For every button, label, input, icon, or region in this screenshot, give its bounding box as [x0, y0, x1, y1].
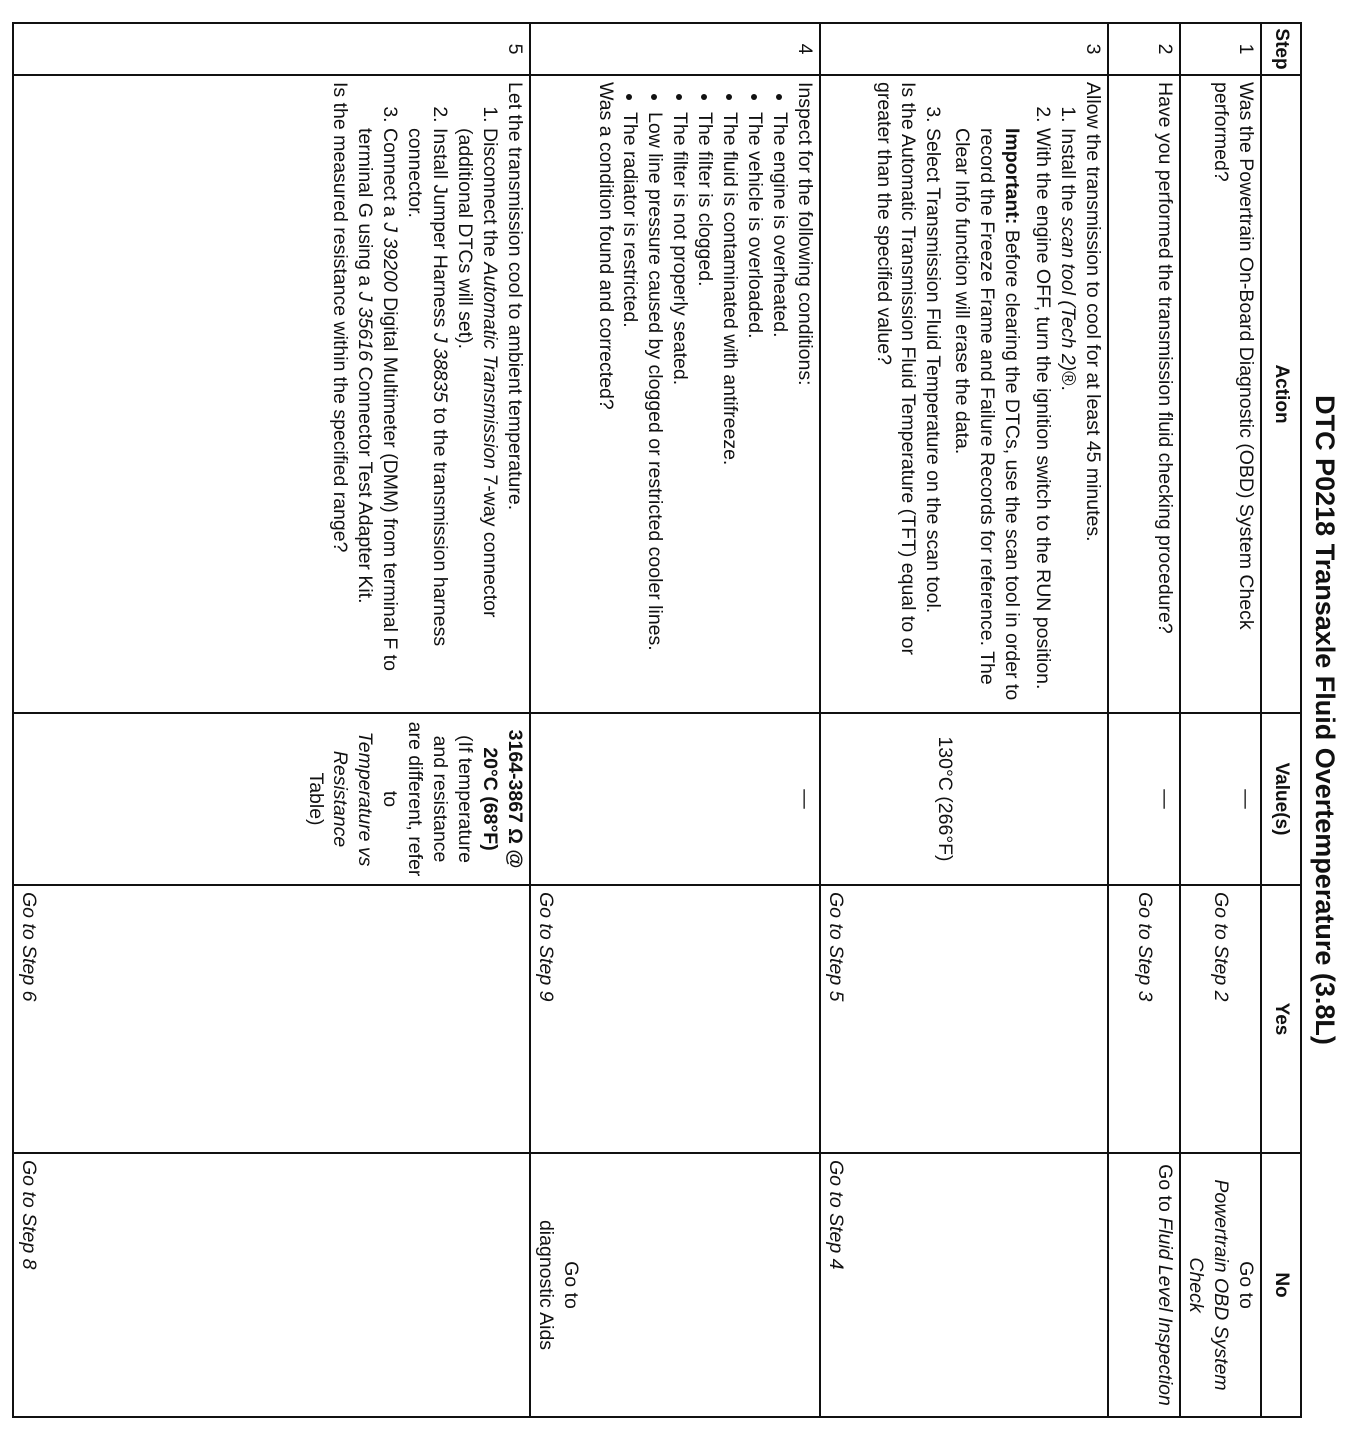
yes-cell: Go to Step 9 [530, 885, 820, 1153]
no-prefix: Go to [1154, 1164, 1177, 1212]
step-number: 4 [530, 23, 820, 75]
item-text: Install Jumper Harness [429, 128, 452, 333]
yes-cell: Go to Step 2 [1180, 885, 1261, 1153]
procedure-item [920, 128, 945, 706]
condition-item: • The radiator is restricted. [618, 112, 643, 706]
item-text: Connect a [379, 128, 402, 223]
value-cell [13, 713, 530, 885]
step-number: 1 [1180, 23, 1261, 75]
yes-cell: Go to Step 3 [1108, 885, 1180, 1153]
component-name: Automatic Transmission [479, 262, 502, 470]
table-row-step-1 [1180, 23, 1261, 1417]
condition-item: • The filter is not properly seated. [667, 112, 692, 706]
table-row-step-5 [13, 23, 530, 1417]
value-note: (If temperature and resistance are different, refer to [379, 721, 477, 877]
step-question: Was a condition found and corrected? [594, 82, 617, 410]
no-link: Powertrain OBD System Check [1185, 1179, 1233, 1391]
item-text: Install the [1057, 128, 1080, 217]
tool-name: J 35616 [354, 291, 377, 362]
item-text: 7-way connector (additional DTCs will set). [454, 128, 502, 618]
no-cell: Go to Step 4 [820, 1153, 1108, 1417]
value-cell: — [1180, 713, 1261, 885]
step-procedure-list [920, 82, 1080, 706]
value-note-link: Temperature vs Resistance [329, 731, 377, 867]
important-note [949, 128, 1024, 706]
tool-name: scan tool (Tech 2) [1057, 216, 1080, 372]
step-intro: Inspect for the following conditions: [794, 82, 817, 386]
step-question: Is the measured resistance within the specified range? [329, 82, 352, 553]
procedure-item [352, 128, 402, 706]
item-text: ®. [1057, 371, 1080, 391]
table-row-step-4 [530, 23, 820, 1417]
condition-item: • The vehicle is overloaded. [742, 112, 767, 706]
diagnostic-table [12, 22, 1302, 1418]
step-number: 2 [1108, 23, 1180, 75]
condition-item: • Low line pressure caused by clogged or restricted cooler lines. [642, 112, 667, 706]
item-text: Disconnect the [479, 128, 502, 263]
procedure-item [402, 128, 452, 706]
header-no: No [1261, 1153, 1301, 1417]
no-link: Fluid Level Inspection [1154, 1217, 1177, 1406]
table-row-step-2 [1108, 23, 1180, 1417]
action-cell [13, 75, 530, 713]
tool-name: J 38835 [429, 332, 452, 403]
item-text: to the transmission harness connector. [404, 128, 452, 647]
note-text: Before clearing the DTCs, use the scan tool in order to record the Freeze Frame and Failure Records for reference. The Clear Info function will erase the data. [951, 128, 1024, 701]
no-cell [530, 1153, 820, 1417]
yes-cell: Go to Step 5 [820, 885, 1108, 1153]
step-number: 5 [13, 23, 530, 75]
document-title: DTC P0218 Transaxle Fluid Overtemperature (3.8L) [1310, 395, 1340, 1045]
action-cell [530, 75, 820, 713]
note-lead: Important: [1001, 128, 1024, 225]
procedure-item [452, 128, 502, 706]
condition-item: • The engine is overheated. [767, 112, 792, 706]
action-cell [1180, 75, 1261, 713]
no-cell: Go to Step 8 [13, 1153, 530, 1417]
value-cell: 130°C (266°F) [820, 713, 1108, 885]
no-cell [1108, 1153, 1180, 1417]
action-cell [820, 75, 1108, 713]
tool-name: J 39200 [379, 222, 402, 292]
item-text: Select Transmission Fluid Temperature on the scan tool. [922, 128, 945, 614]
action-cell [1108, 75, 1180, 713]
step-question: Was the Powertrain On-Board Diagnostic (OBD) System Check performed? [1210, 82, 1257, 630]
step-intro: Allow the transmission to cool for at least 45 minutes. [1082, 82, 1105, 542]
header-values: Value(s) [1261, 713, 1301, 885]
step-intro: Let the transmission cool to ambient temperature. [504, 82, 527, 511]
value-cell: — [1108, 713, 1180, 885]
header-yes: Yes [1261, 885, 1301, 1153]
resistance-spec: 3164-3867 Ω @ 20°C (68°F) [479, 729, 527, 869]
step-question: Have you performed the transmission fluid checking procedure? [1154, 82, 1177, 634]
table-header-row [1261, 23, 1301, 1417]
condition-list [618, 82, 793, 706]
header-step: Step [1261, 23, 1301, 75]
yes-cell: Go to Step 6 [13, 885, 530, 1153]
value-cell: — [530, 713, 820, 885]
item-text: Connector Test Adapter Kit. [354, 361, 377, 604]
header-action: Action [1261, 75, 1301, 713]
table-row-step-3 [820, 23, 1108, 1417]
item-text: Digital Multimeter (DMM) from terminal F to terminal G using a [354, 128, 402, 671]
condition-item: • The fluid is contaminated with antifreeze. [717, 112, 742, 706]
no-link: diagnostic Aids [535, 1219, 558, 1351]
no-prefix: Go to [1235, 1261, 1257, 1309]
condition-item: • The filter is clogged. [692, 112, 717, 706]
value-note: Table) [304, 772, 327, 826]
item-text: With the engine OFF, turn the ignition switch to the RUN position. [1032, 128, 1055, 690]
step-question: Is the Automatic Transmission Fluid Temperature (TFT) equal to or greater than the specified value? [872, 82, 920, 655]
no-prefix: Go to [560, 1261, 583, 1309]
procedure-item [1055, 128, 1080, 706]
procedure-item [949, 128, 1055, 706]
step-procedure-list [352, 82, 502, 706]
no-cell [1180, 1153, 1261, 1417]
step-number: 3 [820, 23, 1108, 75]
